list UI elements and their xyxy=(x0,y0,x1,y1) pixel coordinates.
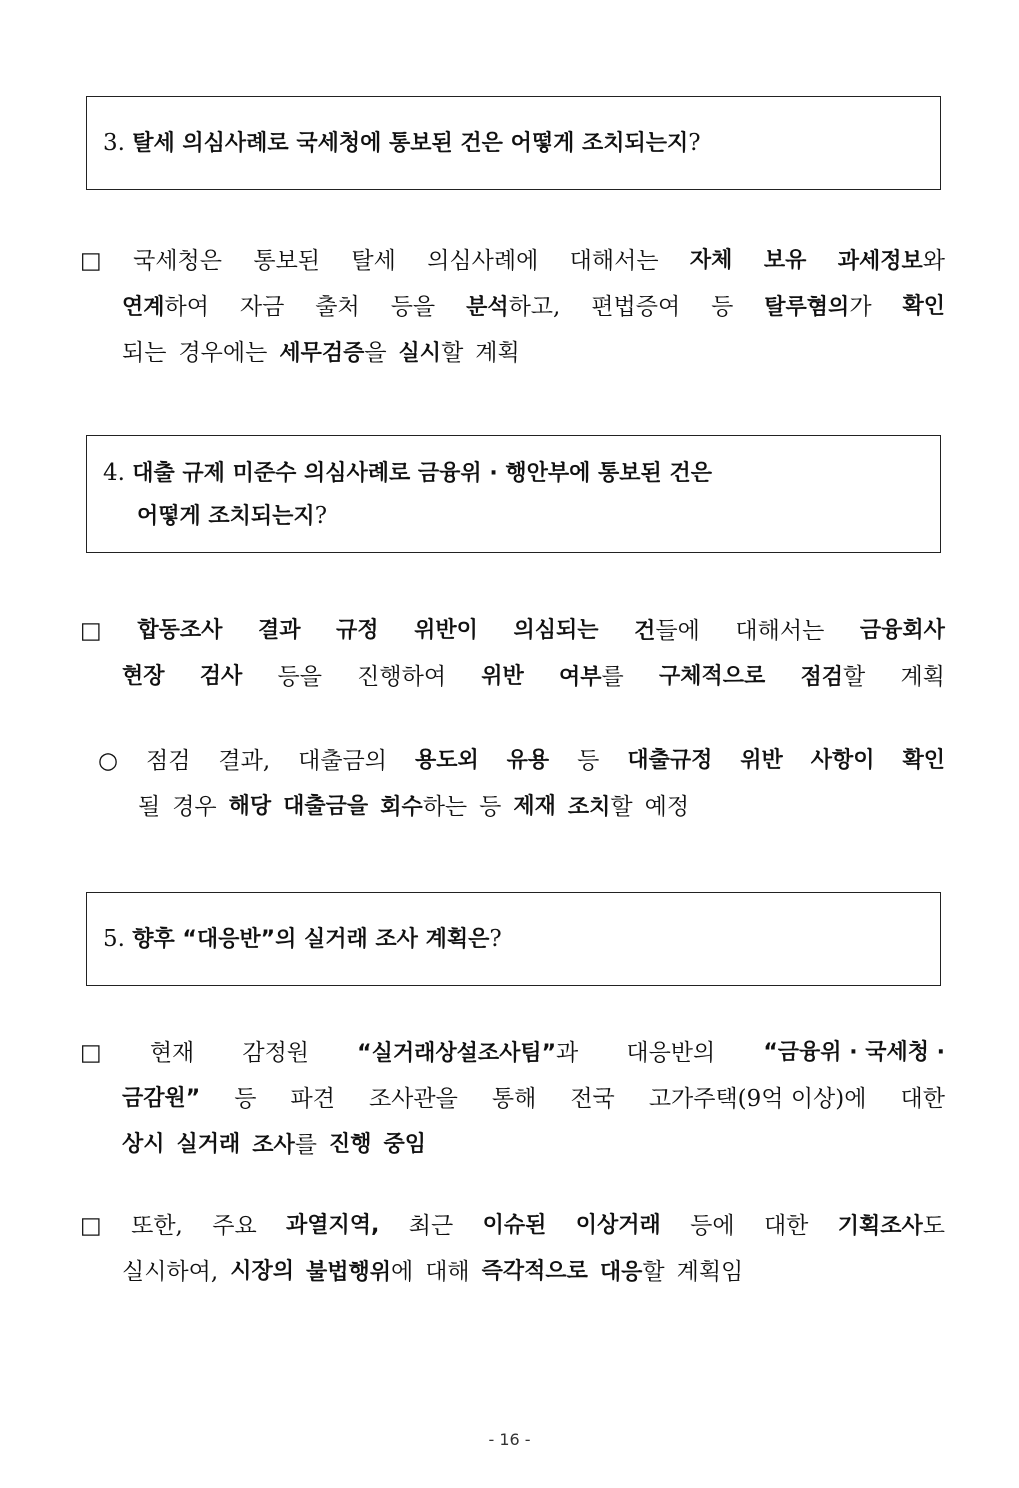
word: 와 xyxy=(922,247,945,274)
word: 보유 xyxy=(763,248,807,273)
word: 의심되는 xyxy=(513,618,599,643)
word: 통보된 xyxy=(253,248,321,274)
word: 이상거래 xyxy=(575,1213,661,1238)
word: 될 xyxy=(138,794,161,820)
word: 중임 xyxy=(383,1132,427,1157)
question-4-title-2: 어떻게 조치되는지 xyxy=(137,504,315,529)
word: 계획 xyxy=(475,340,520,366)
word: 대해서는 xyxy=(735,618,825,644)
word: 경우 xyxy=(172,794,217,820)
word: 실시 xyxy=(398,340,442,366)
word: 해당 xyxy=(228,794,272,819)
word: 등 xyxy=(577,748,600,774)
word: 확인 xyxy=(902,748,945,773)
word: 이슈된 xyxy=(482,1213,547,1238)
word: 계획임 xyxy=(676,1259,744,1285)
word: 검사 xyxy=(199,664,243,689)
question-3-number: 3. xyxy=(103,130,125,156)
word: 실거래 xyxy=(176,1132,241,1157)
word: 탈루혐의 xyxy=(764,294,850,320)
question-box-4 xyxy=(86,435,941,553)
word: 진행 xyxy=(329,1132,372,1157)
word: 감정원 xyxy=(242,1040,310,1066)
word: 의심사례에 xyxy=(427,248,539,274)
word: 하는 xyxy=(422,793,468,820)
word: 를 xyxy=(294,1131,318,1158)
word: 할 xyxy=(610,793,633,820)
word: 전국 xyxy=(570,1086,615,1112)
word: 등 xyxy=(234,1086,257,1112)
paragraph-4-line-1 xyxy=(80,1203,945,1249)
word: 위반이 xyxy=(414,618,478,643)
word: 자금 xyxy=(239,294,285,320)
word: 과세정보 xyxy=(837,248,923,274)
word: 조사 xyxy=(252,1132,295,1158)
paragraph-2-sub-line-1 xyxy=(98,738,945,784)
word: 되는 xyxy=(122,340,167,366)
word: 대응반의 xyxy=(626,1040,716,1066)
word: 대응 xyxy=(599,1259,643,1285)
word: 에 xyxy=(390,1258,414,1285)
word: 예정 xyxy=(644,794,690,820)
word: “금융위 · 국세청 · xyxy=(763,1040,945,1065)
circle-bullet: ○ xyxy=(98,748,119,774)
word: 등 xyxy=(711,294,734,320)
paragraph-2-line-1 xyxy=(80,608,945,654)
word: 진행하여 xyxy=(357,664,447,690)
paragraph-1-line-3 xyxy=(80,330,945,376)
paragraph-3-line-3 xyxy=(80,1122,945,1168)
word: 상시 xyxy=(122,1132,165,1157)
word: 실시하여, xyxy=(122,1259,219,1285)
square-bullet: □ xyxy=(80,1040,102,1066)
word: 대한 xyxy=(763,1213,809,1239)
word: 즉각적으로 xyxy=(481,1259,588,1284)
word: 도 xyxy=(922,1212,945,1239)
question-box-3 xyxy=(86,96,941,190)
square-bullet: □ xyxy=(80,1213,102,1239)
word: 하고, xyxy=(508,293,561,320)
paragraph-1-line-2 xyxy=(80,284,945,330)
word: 계획 xyxy=(900,664,945,690)
word: 또한, xyxy=(131,1213,183,1239)
question-box-5 xyxy=(86,892,941,986)
paragraph-1-line-1 xyxy=(80,238,945,284)
word: 탈세 xyxy=(351,248,396,274)
paragraph-3 xyxy=(80,1030,945,1168)
word: 등을 xyxy=(277,664,322,690)
question-5-number: 5. xyxy=(103,926,125,952)
word: 세무검증 xyxy=(279,340,365,366)
word: 대해서는 xyxy=(569,248,659,274)
word: 회수 xyxy=(380,794,423,820)
question-4-title-1: 대출 규제 미준수 의심사례로 금융위 · 행안부에 통보된 건은 xyxy=(132,461,712,486)
word: 고가주택(9억 이상)에 xyxy=(648,1086,867,1112)
word: 제재 xyxy=(513,794,556,819)
word: 할 xyxy=(843,663,866,690)
word: 대출금을 xyxy=(283,794,369,819)
question-5-qmark: ? xyxy=(489,926,502,952)
question-3-title: 탈세 의심사례로 국세청에 통보된 건은 어떻게 조치되는지 xyxy=(132,131,689,156)
word: 현재 xyxy=(149,1040,195,1066)
paragraph-4-line-2 xyxy=(80,1249,945,1295)
word: 자체 xyxy=(689,248,733,273)
word: 사항이 xyxy=(810,748,875,773)
word: 유용 xyxy=(506,748,550,773)
question-4-line-2 xyxy=(137,493,327,540)
word: 시장의 xyxy=(230,1259,294,1284)
word: 점검 xyxy=(800,664,844,690)
paragraph-3-line-2 xyxy=(80,1076,945,1122)
word: 과 xyxy=(556,1039,579,1066)
square-bullet: □ xyxy=(80,248,102,274)
word: 연계 xyxy=(122,294,165,320)
word: 주요 xyxy=(212,1213,257,1239)
word: 조치 xyxy=(567,794,611,820)
page-number: - 16 - xyxy=(488,1430,531,1449)
word: 현장 xyxy=(122,664,165,689)
word: 통해 xyxy=(491,1086,537,1112)
paragraph-4 xyxy=(80,1203,945,1295)
paragraph-1 xyxy=(80,238,945,376)
word: 여부 xyxy=(559,664,602,690)
word: 편법증여 xyxy=(591,294,681,320)
paragraph-2-sub xyxy=(98,738,945,830)
word: 금감원” xyxy=(122,1086,201,1111)
word: 대출금의 xyxy=(298,748,387,774)
question-4-number: 4. xyxy=(103,460,125,486)
word: 금융회사 xyxy=(859,618,945,643)
word: 등에 xyxy=(690,1213,735,1239)
word: 위반 xyxy=(740,748,783,773)
word: “실거래상설조사팀” xyxy=(357,1040,557,1066)
question-3-qmark: ? xyxy=(688,130,701,156)
word: 불법행위 xyxy=(305,1259,391,1285)
word: 확인 xyxy=(902,294,945,319)
paragraph-2-sub-line-2 xyxy=(98,784,945,830)
word: 과열지역, xyxy=(286,1213,380,1238)
word: 가 xyxy=(849,293,872,320)
word: 대출규정 xyxy=(627,748,713,773)
word: 등 xyxy=(479,794,502,820)
question-4-line-1 xyxy=(103,450,712,497)
word: 들에 xyxy=(655,617,700,644)
word: 구체적으로 xyxy=(659,664,766,689)
question-3-line xyxy=(103,120,701,167)
word: 최근 xyxy=(408,1213,454,1239)
square-bullet: □ xyxy=(80,618,102,644)
paragraph-2-line-2 xyxy=(80,654,945,700)
word: 출처 xyxy=(315,294,360,320)
word: 건 xyxy=(634,618,656,644)
question-5-line xyxy=(103,916,502,963)
word: 위반 xyxy=(481,664,524,689)
word: 을 xyxy=(364,339,387,366)
word: 대한 xyxy=(900,1086,945,1112)
word: 대해 xyxy=(425,1259,470,1285)
word: 할 xyxy=(441,339,464,366)
word: 하여 xyxy=(164,293,209,320)
word: 국세청은 xyxy=(133,248,222,274)
word: 를 xyxy=(601,663,624,690)
word: 분석 xyxy=(466,294,509,320)
word: 규정 xyxy=(336,618,379,643)
paragraph-2 xyxy=(80,608,945,700)
word: 파견 xyxy=(290,1086,335,1112)
word: 점검 xyxy=(146,748,191,774)
word: 결과 xyxy=(257,618,301,643)
word: 경우에는 xyxy=(178,340,268,366)
word: 합동조사 xyxy=(137,618,223,643)
word: 기획조사 xyxy=(837,1213,923,1239)
word: 할 xyxy=(642,1258,665,1285)
paragraph-3-line-1 xyxy=(80,1030,945,1076)
word: 조사관을 xyxy=(368,1086,458,1112)
word: 용도외 xyxy=(414,748,479,773)
word: 등을 xyxy=(390,294,436,320)
question-5-title: 향후 “대응반”의 실거래 조사 계획은 xyxy=(132,927,490,952)
question-4-qmark: ? xyxy=(314,503,328,529)
word: 결과, xyxy=(218,748,271,774)
